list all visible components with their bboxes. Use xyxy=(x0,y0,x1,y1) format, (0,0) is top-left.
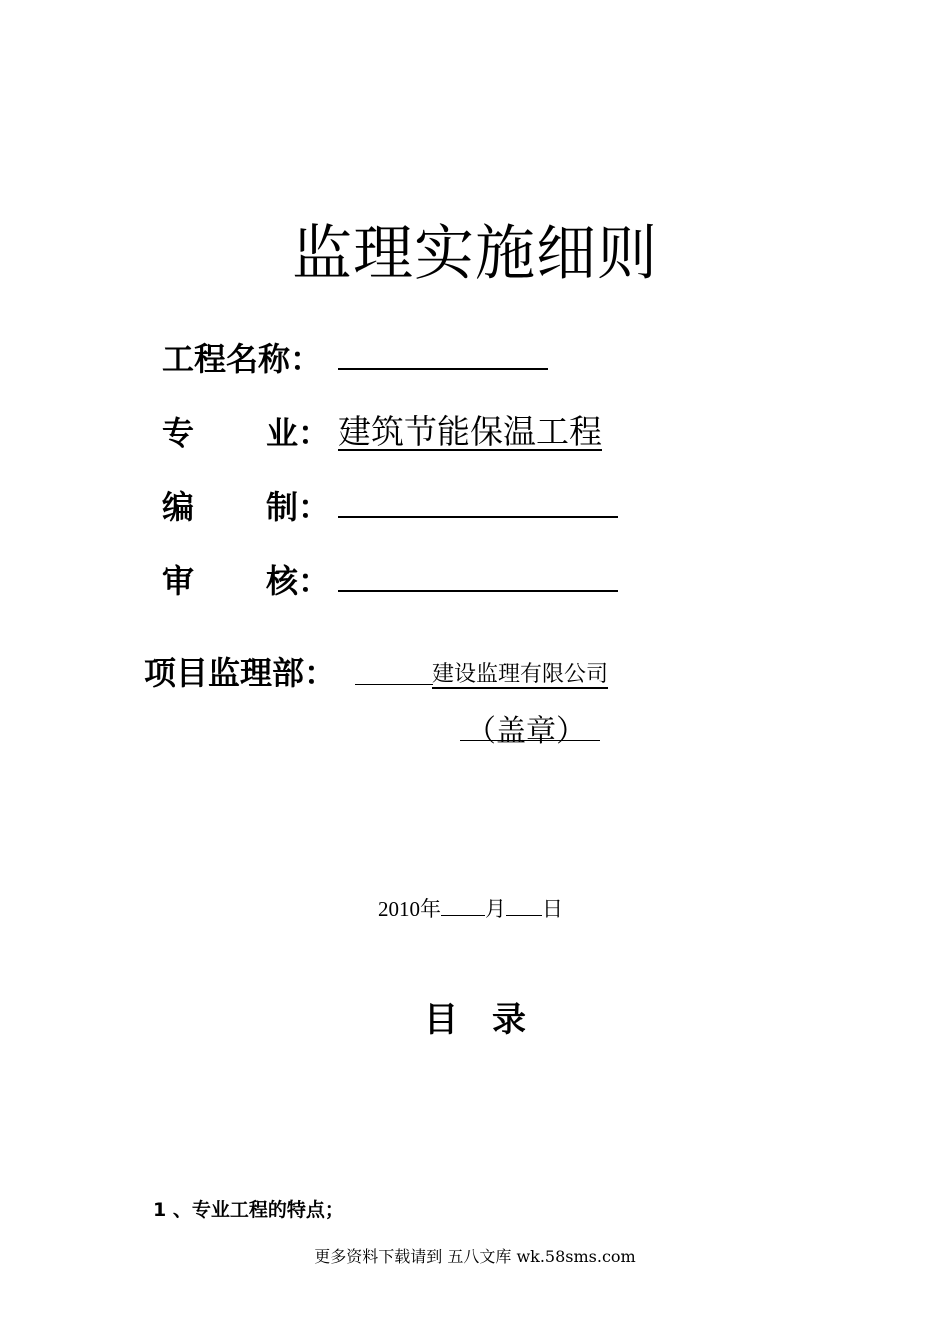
project-name-label: 工程名称： xyxy=(162,340,323,378)
department-blank-prefix xyxy=(355,684,433,685)
date-day: 日 xyxy=(542,897,563,921)
department-stamp: （盖章） xyxy=(466,714,586,749)
department-company: 建设监理有限公司 xyxy=(432,662,609,687)
department-label: 项目监理部： xyxy=(144,654,337,692)
compiler-label-second: 制： xyxy=(266,488,331,526)
reviewer-blank xyxy=(338,590,618,592)
date-day-blank xyxy=(506,897,542,916)
specialty-label-second: 业： xyxy=(266,414,331,452)
specialty-label-first: 专 xyxy=(162,414,195,452)
toc-title: 目 录 xyxy=(424,1000,526,1040)
project-name-blank xyxy=(338,368,548,370)
reviewer-label-first: 审 xyxy=(162,562,195,600)
footer-note: 更多资料下载请到 五八文库 wk.58sms.com xyxy=(314,1247,636,1266)
document-title: 监理实施细则 xyxy=(292,219,658,289)
specialty-value: 建筑节能保温工程 xyxy=(338,412,602,451)
toc-item: 1 、专业工程的特点； xyxy=(153,1199,344,1221)
compiler-label-first: 编 xyxy=(162,488,195,526)
compiler-blank xyxy=(338,516,618,518)
date-line xyxy=(378,893,563,923)
date-month-blank xyxy=(441,897,485,916)
date-month: 月 xyxy=(485,897,506,921)
date-year: 2010年 xyxy=(378,897,441,921)
reviewer-label-second: 核： xyxy=(266,562,331,600)
